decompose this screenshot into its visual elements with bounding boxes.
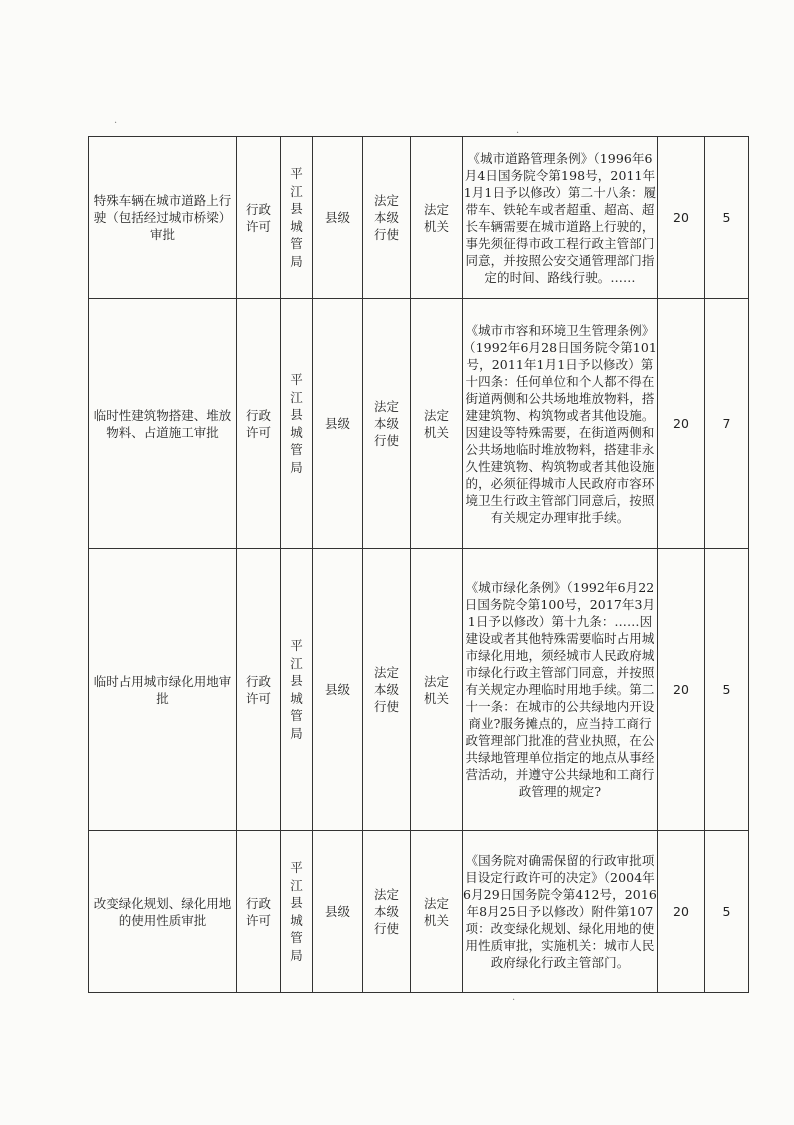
item-level: 县级 bbox=[313, 299, 363, 549]
item-method: 法定本级行使 bbox=[363, 831, 411, 993]
item-days-a: 20 bbox=[658, 137, 705, 299]
item-department: 平江县城管局 bbox=[281, 299, 313, 549]
item-subject: 法定机关 bbox=[411, 137, 463, 299]
item-type: 行政许可 bbox=[237, 549, 281, 831]
item-method: 法定本级行使 bbox=[363, 137, 411, 299]
item-days-a: 20 bbox=[658, 299, 705, 549]
scan-speck: · bbox=[516, 128, 520, 139]
table-row bbox=[89, 299, 749, 549]
item-name: 特殊车辆在城市道路上行驶（包括经过城市桥梁）审批 bbox=[89, 137, 237, 299]
item-days-b: 5 bbox=[705, 137, 749, 299]
item-subject: 法定机关 bbox=[411, 299, 463, 549]
item-level: 县级 bbox=[313, 137, 363, 299]
item-department: 平江县城管局 bbox=[281, 831, 313, 993]
scan-speck: · bbox=[114, 118, 118, 129]
item-department: 平江县城管局 bbox=[281, 549, 313, 831]
item-days-b: 7 bbox=[705, 299, 749, 549]
table-row bbox=[89, 137, 749, 299]
item-type: 行政许可 bbox=[237, 831, 281, 993]
item-subject: 法定机关 bbox=[411, 831, 463, 993]
item-type: 行政许可 bbox=[237, 299, 281, 549]
item-days-a: 20 bbox=[658, 831, 705, 993]
item-name: 临时性建筑物搭建、堆放物料、占道施工审批 bbox=[89, 299, 237, 549]
item-subject: 法定机关 bbox=[411, 549, 463, 831]
item-level: 县级 bbox=[313, 831, 363, 993]
item-legal-basis: 《城市市容和环境卫生管理条例》（1992年6月28日国务院令第101号，2011年1月1日予以修改）第十四条：任何单位和个人都不得在街道两侧和公共场地堆放物料，搭建建筑物、构筑物或者其他设施。因建设等特殊需要，在街道两侧和公共场地临时堆放物料，搭建非永久性建筑物、构筑物或者其他设施的，必须征得城市人民政府市容环境卫生行政主管部门同意后，按照有关规定办理审批手续。 bbox=[463, 299, 658, 549]
item-method: 法定本级行使 bbox=[363, 299, 411, 549]
item-legal-basis: 《城市绿化条例》（1992年6月22日国务院令第100号，2017年3月1日予以修改）第十九条：……因建设或者其他特殊需要临时占用城市绿化用地，须经城市人民政府城市绿化行政主管部门同意，并按照有关规定办理临时用地手续。第二十一条：在城市的公共绿地内开设商业?服务摊点的，应当持工商行政管理部门批准的营业执照，在公共绿地管理单位指定的地点从事经营活动，并遵守公共绿地和工商行政管理的规定? bbox=[463, 549, 658, 831]
item-days-a: 20 bbox=[658, 549, 705, 831]
item-days-b: 5 bbox=[705, 831, 749, 993]
item-level: 县级 bbox=[313, 549, 363, 831]
table-row bbox=[89, 549, 749, 831]
item-department: 平江县城管局 bbox=[281, 137, 313, 299]
item-type: 行政许可 bbox=[237, 137, 281, 299]
item-legal-basis: 《国务院对确需保留的行政审批项目设定行政许可的决定》（2004年6月29日国务院令第412号，2016年8月25日予以修改）附件第107项：改变绿化规划、绿化用地的使用性质审批，实施机关：城市人民政府绿化行政主管部门。 bbox=[463, 831, 658, 993]
item-name: 改变绿化规划、绿化用地的使用性质审批 bbox=[89, 831, 237, 993]
item-days-b: 5 bbox=[705, 549, 749, 831]
scan-speck: · bbox=[512, 995, 516, 1006]
item-name: 临时占用城市绿化用地审批 bbox=[89, 549, 237, 831]
item-legal-basis: 《城市道路管理条例》（1996年6月4日国务院令第198号，2011年1月1日予以修改）第二十八条：履带车、铁轮车或者超重、超高、超长车辆需要在城市道路上行驶的，事先须征得市政工程行政主管部门同意，并按照公安交通管理部门指定的时间、路线行驶。…… bbox=[463, 137, 658, 299]
item-method: 法定本级行使 bbox=[363, 549, 411, 831]
permit-table bbox=[88, 136, 749, 993]
table-row bbox=[89, 831, 749, 993]
